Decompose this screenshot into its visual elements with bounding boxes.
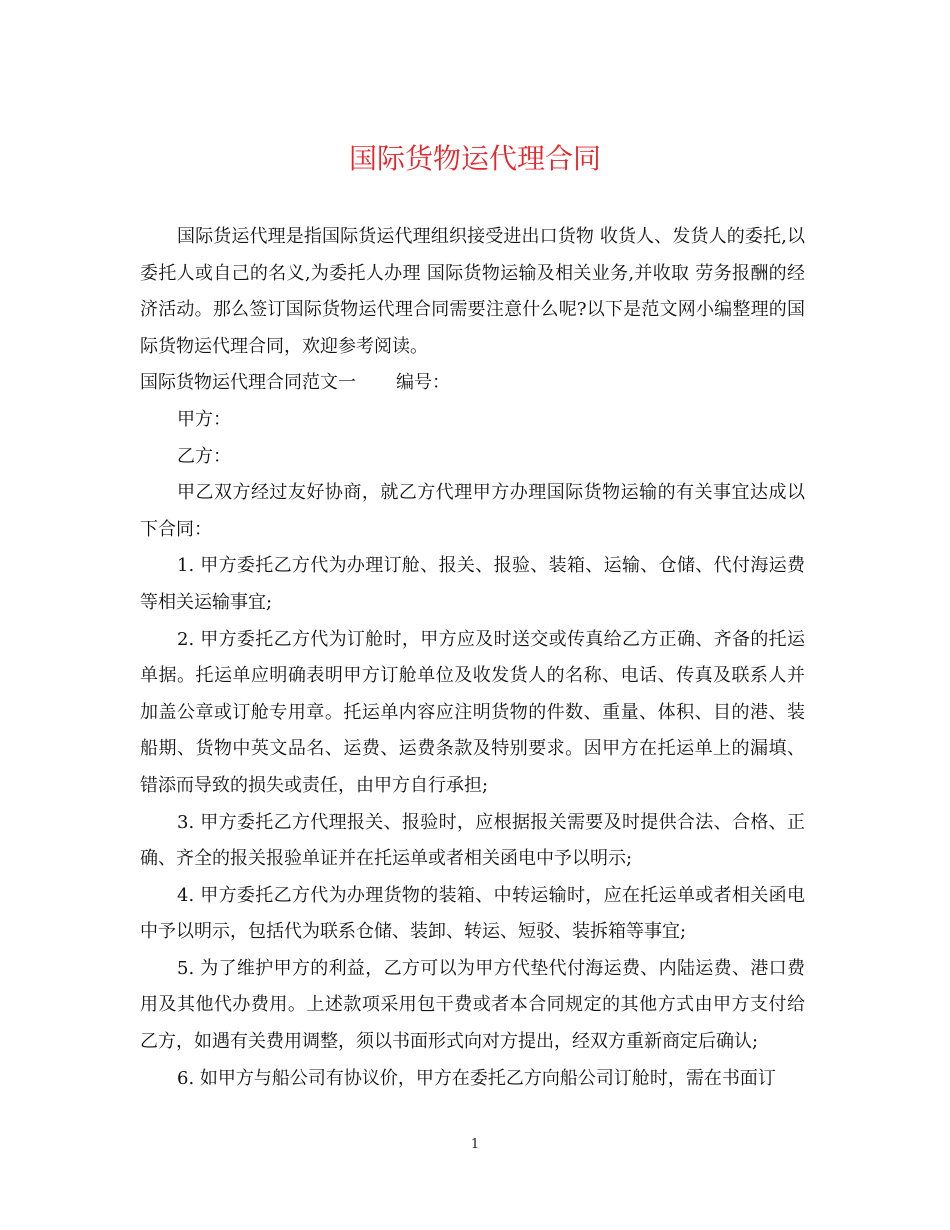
clause-1: 1. 甲方委托乙方代为办理订舱、报关、报验、装箱、运输、仓储、代付海运费等相关运输事宜;	[140, 555, 805, 613]
clause-4: 4. 甲方委托乙方代为办理货物的装箱、中转运输时，应在托运单或者相关函电中予以明示，包括代为联系仓储、装卸、转运、短驳、装拆箱等事宜;	[140, 884, 805, 943]
sample-heading-line	[140, 365, 805, 402]
sample-heading: 国际货物运代理合同范文一	[140, 372, 356, 394]
document-body	[140, 219, 805, 1097]
document-title: 国际货物运代理合同	[348, 142, 601, 175]
party-b-label: 乙方：	[177, 445, 231, 467]
clause-6: 6. 如甲方与船公司有协议价，甲方在委托乙方向船公司订舱时，需在书面订	[177, 1067, 776, 1089]
number-label: 编号：	[396, 372, 450, 394]
clause-3: 3. 甲方委托乙方代理报关、报验时，应根据报关需要及时提供合法、合格、正确、齐全的报关报验单证并在托运单或者相关函电中予以明示;	[140, 811, 805, 870]
clause-5: 5. 为了维护甲方的利益，乙方可以为甲方代垫代付海运费、内陆运费、港口费用及其他代办费用。上述款项采用包干费或者本合同规定的其他方式由甲方支付给乙方，如遇有关费用调整，须以书面形式向对方提出，经双方重新商定后确认;	[140, 957, 805, 1053]
clause-2: 2. 甲方委托乙方代为订舱时，甲方应及时送交或传真给乙方正确、齐备的托运单据。托运单应明确表明甲方订舱单位及收发货人的名称、电话、传真及联系人并加盖公章或订舱专用章。托运单内容应注明货物的件数、重量、体积、目的港、装船期、货物中英文品名、运费、运费条款及特别要求。因甲方在托运单上的漏填、错添而导致的损失或责任，由甲方自行承担;	[140, 628, 805, 796]
party-a-label: 甲方：	[177, 408, 231, 430]
page-number: 1	[470, 1137, 480, 1152]
preamble-paragraph: 甲乙双方经过友好协商，就乙方代理甲方办理国际货物运输的有关事宜达成以下合同：	[140, 482, 805, 540]
intro-paragraph: 国际货运代理是指国际货运代理组织接受进出口货物 收货人、发货人的委托,以 委托人或自己的名义,为委托人办理 国际货物运输及相关业务,并收取 劳务报酬的经济活动。那么签订国际货物运代理合同需要注意什么呢?以下是范文网小编整理的国际货物运代理合同，欢迎参考阅读。	[140, 226, 805, 357]
